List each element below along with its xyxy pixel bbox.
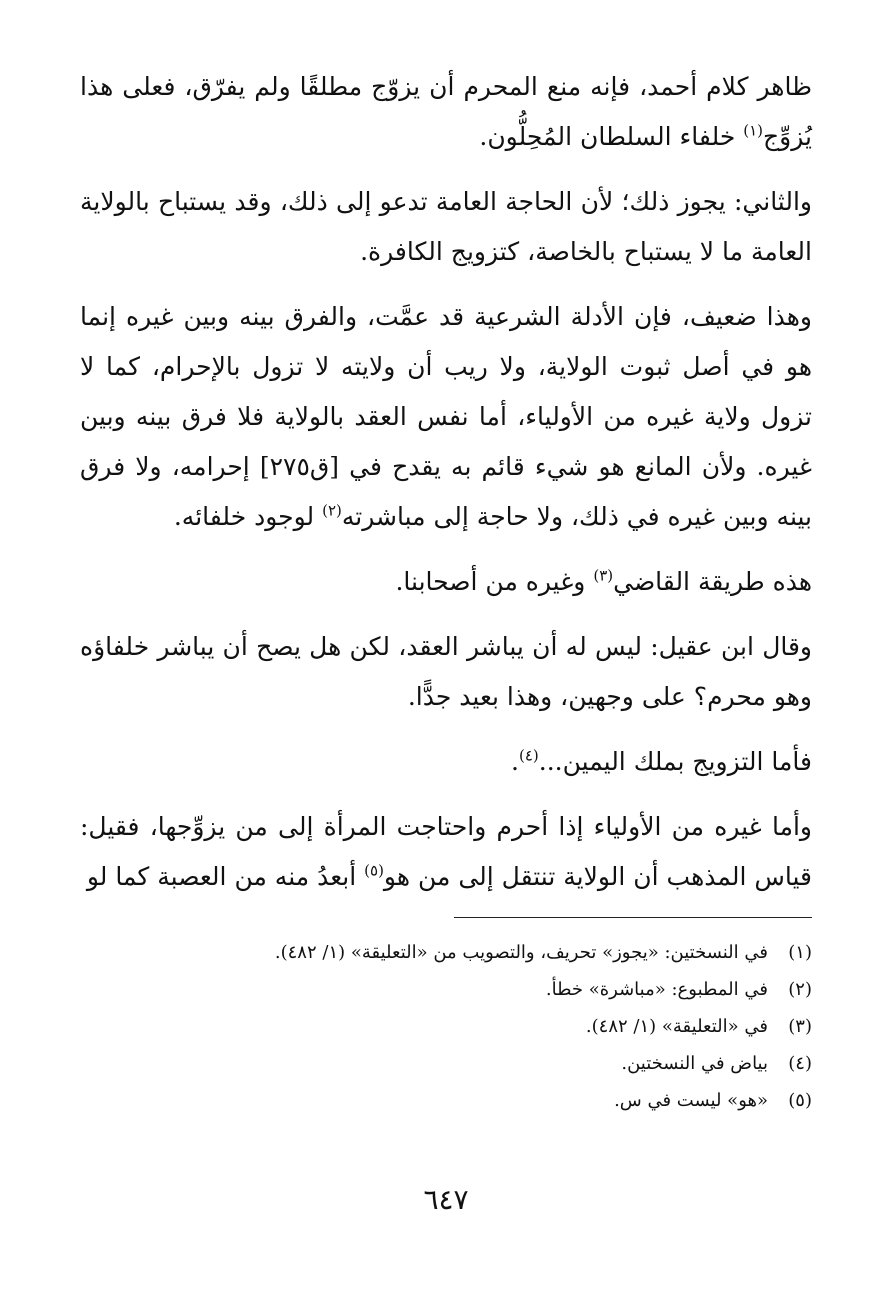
paragraph-6 xyxy=(80,737,812,787)
paragraph-text: ظاهر كلام أحمد، فإنه منع المحرم أن يزوّج مطلقًا ولم يفرّق، فعلى هذا يُزوِّج xyxy=(80,72,812,151)
paragraph-3 xyxy=(80,292,812,542)
paragraph-2 xyxy=(80,177,812,277)
paragraph-text: والثاني: يجوز ذلك؛ لأن الحاجة العامة تدعو إلى ذلك، وقد يستباح بالولاية العامة ما لا يستباح بالخاصة، كتزويج الكافرة. xyxy=(80,187,812,266)
footnote-text: في النسختين: «يجوز» تحريف، والتصويب من «التعليقة» (١/ ٤٨٢). xyxy=(274,942,768,963)
footnote-1 xyxy=(80,934,812,971)
footnote-number: (٤) xyxy=(788,1053,812,1074)
footnote-number: (٢) xyxy=(788,979,812,1000)
paragraph-text: . xyxy=(511,747,519,776)
paragraph-text: هذه طريقة القاضي xyxy=(613,567,812,596)
footnote-ref-5[interactable]: (٥) xyxy=(364,861,384,880)
footnote-ref-1[interactable]: (١) xyxy=(743,121,764,140)
paragraph-text: وغيره من أصحابنا. xyxy=(395,567,594,596)
footnotes xyxy=(80,934,812,1119)
paragraph-text: لوجود خلفائه. xyxy=(173,502,323,531)
page-number: ٦٤٧ xyxy=(423,1183,469,1216)
footnote-text: بياض في النسختين. xyxy=(621,1053,768,1074)
footnote-divider xyxy=(454,917,812,918)
paragraph-text: خلفاء السلطان المُحِلُّون. xyxy=(479,122,744,151)
paragraph-text: وهذا ضعيف، فإن الأدلة الشرعية قد عمَّت، والفرق بينه وبين غيره إنما هو في أصل ثبوت الولاية، ولا ريب أن ولايته لا تزول بالإحرام، كما لا تزول ولاية غيره من الأولياء، أما نفس العقد بالولاية فلا فرق بينه وبين غيره. ولأن المانع هو شيء قائم به يقدح في [ق٢٧٥] إحرامه، ولا فرق بينه وبين غيره في ذلك، ولا حاجة إلى مباشرته xyxy=(80,302,812,531)
footnote-number: (٣) xyxy=(788,1016,812,1037)
footnote-number: (١) xyxy=(788,942,812,963)
footnote-ref-4[interactable]: (٤) xyxy=(519,746,539,765)
footnote-ref-2[interactable]: (٢) xyxy=(322,501,342,520)
paragraph-text: أبعدُ منه من العصبة كما لو xyxy=(86,862,365,891)
footnote-text: في المطبوع: «مباشرة» خطأ. xyxy=(545,979,768,1000)
footnote-3 xyxy=(80,1008,812,1045)
main-text xyxy=(80,62,812,902)
footnote-ref-3[interactable]: (٣) xyxy=(593,566,614,585)
footnote-number: (٥) xyxy=(788,1090,812,1111)
paragraph-7 xyxy=(80,802,812,902)
footnote-5 xyxy=(80,1082,812,1119)
paragraph-text: وقال ابن عقيل: ليس له أن يباشر العقد، لكن هل يصح أن يباشر خلفاؤه وهو محرم؟ على وجهين، وهذا بعيد جدًّا. xyxy=(80,632,812,711)
footnote-4 xyxy=(80,1045,812,1082)
paragraph-4 xyxy=(80,557,812,607)
footnote-2 xyxy=(80,971,812,1008)
footnote-text: في «التعليقة» (١/ ٤٨٢). xyxy=(585,1016,768,1037)
paragraph-5 xyxy=(80,622,812,722)
paragraph-text: فأما التزويج بملك اليمين... xyxy=(538,747,812,776)
paragraph-1 xyxy=(80,62,812,162)
paragraph-text: وأما غيره من الأولياء إذا أحرم واحتاجت المرأة إلى من يزوِّجها، فقيل: قياس المذهب أن الولاية تنتقل إلى من هو xyxy=(80,812,812,891)
footnote-text: «هو» ليست في س. xyxy=(614,1090,768,1111)
